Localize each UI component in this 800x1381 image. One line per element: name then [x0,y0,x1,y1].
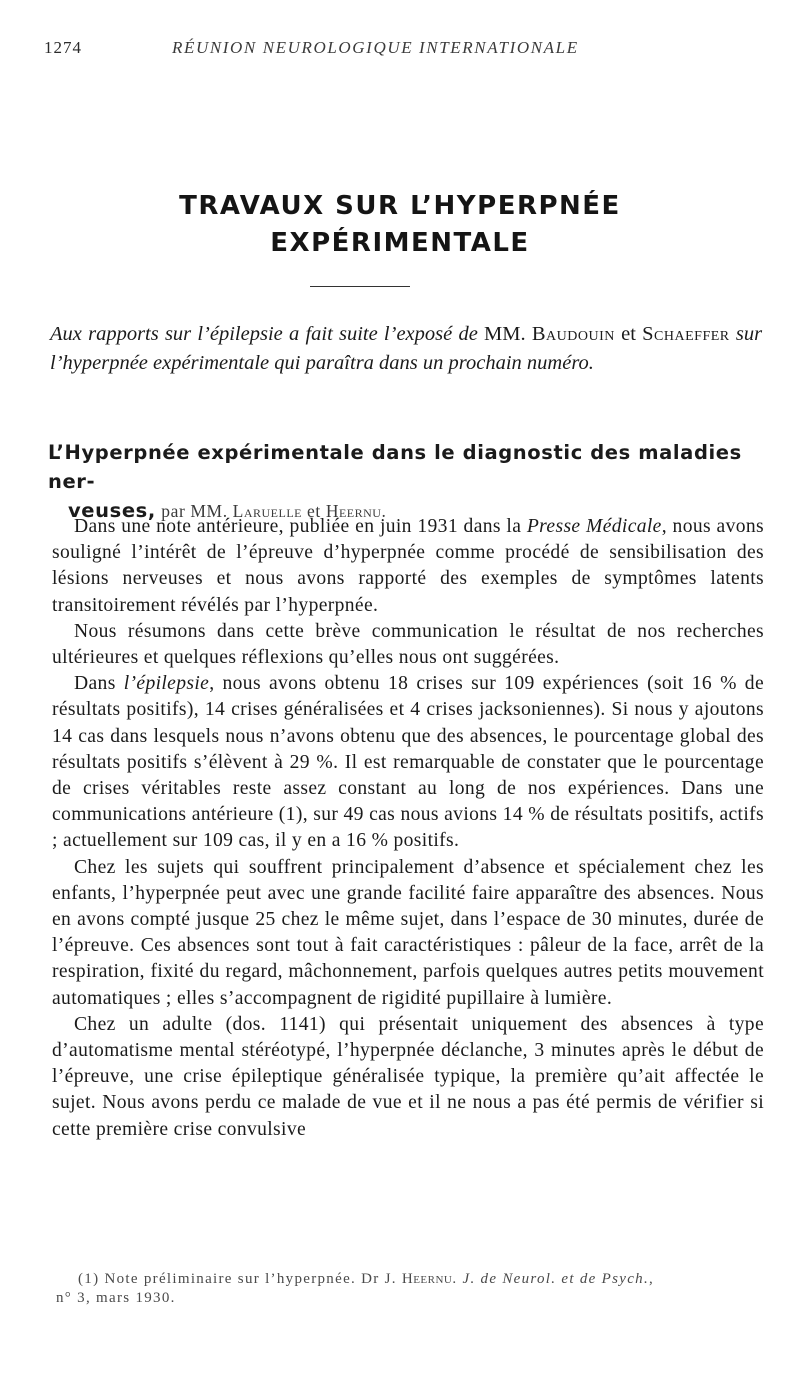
page-number: 1274 [44,38,82,57]
byline-and: et [307,501,321,521]
editorial-note-mm: MM. [484,323,526,345]
footnote-text-a: Note préliminaire sur l’hyperpnée. Dr J. [104,1271,397,1287]
footnote-text-c: , [649,1271,655,1287]
footnote-issue: n° 3, mars 1930. [56,1290,176,1306]
paragraph-3 [52,671,764,854]
article-title-line-2: EXPÉRIMENTALE [270,228,530,258]
paragraph-5: Chez un adulte (dos. 1141) qui présentait uniquement des absences à type d’automatisme mental stéréotypé, l’hyperpnée déclanche, 3 minutes après le début de l’épreuve, une crise épileptique généralisée typique, la première qu’ait affectée le sujet. Nous avons perdu ce malade de vue et il ne nous a pas été permis de vérifier si cette première crise convulsive [52,1013,764,1140]
paragraph-3-text-b: , nous avons obtenu 18 crises sur 109 expériences (soit 16 % de résultats positifs), 14 crises généralisées et 4 crises jacksoniennes). Si nous y ajoutons 14 cas dans lesquels nous n’avons obtenu que des absences, le pourcentage global des résultats positifs s’élèvent à 29 %. Il est remarquable de constater que le pourcentage de crises véritables reste assez constant au long de nos expériences. Dans une communications antérieure (1), sur 49 cas nous avions 14 % de résultats positifs, actifs ; actuellement sur 109 cas, il y en a 16 % positifs. [52,673,764,852]
footnote-journal: J. de Neurol. et de Psych. [462,1271,650,1287]
byline-author-laruelle: Laruelle [232,501,303,521]
section-title-line-2: veuses, [68,499,156,522]
topic-epilepsie: l’épilepsie [123,673,210,695]
journal-running-title: RÉUNION NEUROLOGIQUE INTERNATIONALE [172,38,579,57]
footnote-marker: (1) [78,1271,100,1287]
paragraph-1-text-b: , nous avons souligné l’intérêt de l’épreuve d’hyperpnée comme procédé de sensibilisation des lésions nerveuses et nous avons rapporté des exemples de symptômes latents transitoirement révélés par l’hyperpnée. [52,516,764,616]
author-name-baudouin: Baudouin [531,323,615,345]
title-divider [310,286,410,287]
editorial-note-text-2: sur l’hyperpnée expérimentale qui paraîtra dans un prochain numéro. [50,323,763,374]
paragraph-1 [52,514,764,619]
article-title-line-1: TRAVAUX SUR L’HYPERPNÉE [179,191,621,221]
running-head [44,38,650,62]
footnote-text-b: . [452,1271,458,1287]
section-heading [48,438,768,526]
section-title-line-1: L’Hyperpnée expérimentale dans le diagnostic des maladies ner- [48,441,742,493]
editorial-note-text: Aux rapports sur l’épilepsie a fait suite l’exposé de [50,323,478,345]
footnote [56,1270,772,1308]
paragraph-1-text-a: Dans une note antérieure, publiée en juin 1931 dans la [74,516,522,537]
paragraph-2: Nous résumons dans cette brève communication le résultat de nos recherches ultérieures et quelques réflexions qu’elles nous ont suggérées. [52,620,764,669]
author-name-schaeffer: Schaeffer [642,323,730,345]
byline-author-heernu: Heernu. [325,501,387,521]
footnote-author: Heernu [401,1271,453,1287]
paragraph-3-text-a: Dans [74,673,116,695]
paragraph-4: Chez les sujets qui souffrent principalement d’absence et spécialement chez les enfants, l’hyperpnée peut avec une grande facilité faire apparaître des absences. Nous en avons compté jusque 25 chez le même sujet, dans l’espace de 30 minutes, durée de l’épreuve. Ces absences sont tout à fait caractéristiques : pâleur de la face, arrêt de la respiration, fixité du regard, mâchonnement, parfois quelques autres petits mouvement automatiques ; elles s’accompagnent de rigidité pupillaire à lumière. [52,856,764,1009]
journal-reference-presse-medicale: Presse Médicale [526,516,662,537]
editorial-note-and: et [621,323,636,345]
editorial-note [50,320,762,378]
article-title [0,188,800,262]
article-body [52,514,764,1143]
byline-prefix: par MM. [161,501,228,521]
